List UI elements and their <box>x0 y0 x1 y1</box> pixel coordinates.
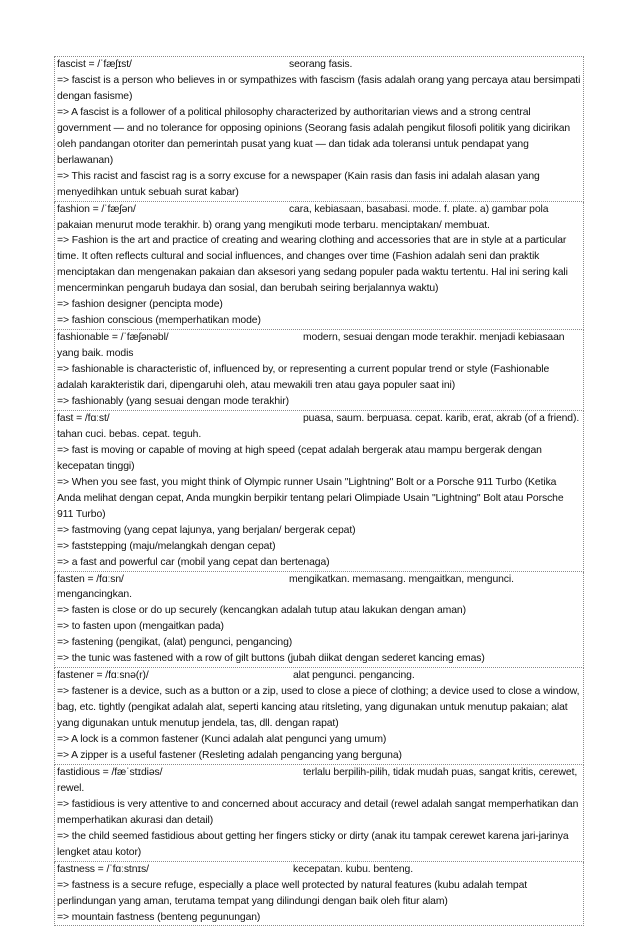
entry-example-line: => A lock is a common fastener (Kunci adalah alat pengunci yang umum) <box>57 734 387 746</box>
entry-meaning: kecepatan. kubu. benteng. <box>293 863 413 875</box>
entry-meaning: alat pengunci. pengancing. <box>293 670 415 682</box>
entry-example-line: => fascist is a person who believes in or sympathizes with fascism (fasis adalah orang yang percaya atau bersimpati dengan fasisme) <box>57 74 581 102</box>
dictionary-entry <box>54 572 584 669</box>
entry-example-line: => fasten is close or do up securely (kencangkan adalah tutup atau lakukan dengan aman) <box>57 605 466 617</box>
entry-example-line: => mountain fastness (benteng pegunungan) <box>57 911 261 923</box>
entry-meaning: seorang fasis. <box>289 59 353 70</box>
entry-term: fashionable = /ˈfæʃənəbl/ <box>57 332 169 344</box>
entry-example-line: => fashion designer (pencipta mode) <box>57 299 223 311</box>
entry-example-line: => to fasten upon (mengaitkan pada) <box>57 621 224 633</box>
entry-example-line: => This racist and fascist rag is a sorry excuse for a newspaper (Kain rasis dan fasis ini adalah alasan yang menyedihkan untuk sebuah surat kabar) <box>57 170 540 198</box>
entry-example-line: => A zipper is a useful fastener (Resleting adalah pengancing yang berguna) <box>57 749 402 761</box>
entry-headword-line <box>57 572 581 604</box>
entry-headword-line <box>57 862 581 878</box>
dictionary-entry <box>54 668 584 765</box>
entry-meaning: modern, sesuai dengan mode terakhir. menjadi kebiasaan yang baik. modis <box>57 332 565 360</box>
entry-term: fastener = /fɑːsnə(r)/ <box>57 670 149 682</box>
entry-headword-line <box>57 668 581 684</box>
entry-term: fastness = /ˈfɑːstnɪs/ <box>57 863 149 875</box>
dictionary-entry <box>54 411 584 572</box>
entry-example-line: => Fashion is the art and practice of creating and wearing clothing and accessories that are in style at a particular time. It often reflects cultural and social influences, and changes over time (Fashion adalah seni dan praktik menciptakan dan mengenakan pakaian dan aksesori yang sedang populer pada waktu tertentu. Hal ini sering kali mencerminkan pengaruh budaya dan sosial, dan berubah seiring berjalannya waktu) <box>57 235 568 295</box>
entry-term: fascist = /ˈfæʃɪst/ <box>57 59 132 70</box>
entry-term: fastidious = /fæˈstɪdiəs/ <box>57 766 163 778</box>
entry-headword-line <box>57 765 581 797</box>
entry-meaning: mengikatkan. memasang. mengaitkan, mengunci. mengancingkan. <box>57 573 514 601</box>
entry-example-line: => fastmoving (yang cepat lajunya, yang berjalan/ bergerak cepat) <box>57 524 356 536</box>
entry-example-line: => fastness is a secure refuge, especially a place well protected by natural features (kubu adalah tempat perlindungan yang aman, terutama tempat yang dilindungi dengan baik oleh fitur alam) <box>57 879 528 907</box>
entry-example-line: => the tunic was fastened with a row of gilt buttons (jubah diikat dengan sederet kancing emas) <box>57 653 485 665</box>
entry-example-line: => fastening (pengikat, (alat) pengunci, pengancing) <box>57 637 293 649</box>
entry-example-line: => When you see fast, you might think of Olympic runner Usain "Lightning" Bolt or a Porsche 911 Turbo (Ketika Anda melihat dengan cepat, Anda mungkin berpikir tentang pelari Olimpiade Usain "Lightning" Bolt atau Porsche 911 Turbo) <box>57 476 564 520</box>
entry-example-line: => fashionably (yang sesuai dengan mode terakhir) <box>57 396 289 408</box>
entry-example-line: => the child seemed fastidious about getting her fingers sticky or dirty (anak itu tampak cerewet karena jari-jarinya lengket atau kotor) <box>57 830 569 858</box>
entry-meaning: cara, kebiasaan, basabasi. mode. f. plate. a) gambar pola pakaian menurut mode terakhir. b) orang yang mengikuti mode terbaru. menciptakan/ membuat. <box>57 203 549 231</box>
entry-example-line: => faststepping (maju/melangkah dengan cepat) <box>57 540 276 552</box>
dictionary-entry <box>54 57 584 202</box>
entry-example-line: => A fascist is a follower of a political philosophy characterized by authoritarian views and a strong central government — and no tolerance for opposing opinions (Seorang fasis adalah pengikut filosofi politik yang dicirikan oleh pandangan otoriter dan pemerintah pusat yang kuat — dan tidak ada toleransi untuk pendapat yang berlawanan) <box>57 106 571 166</box>
entry-headword-line <box>57 57 581 73</box>
entry-headword-line <box>57 411 581 443</box>
entry-term: fashion = /ˈfæʃən/ <box>57 203 136 215</box>
entry-term: fast = /fɑːst/ <box>57 412 110 424</box>
entry-headword-line <box>57 202 581 234</box>
entry-meaning: terlalu berpilih-pilih, tidak mudah puas, sangat kritis, cerewet, rewel. <box>57 766 578 794</box>
entry-example-line: => a fast and powerful car (mobil yang cepat dan bertenaga) <box>57 556 330 568</box>
dictionary-entry <box>54 202 584 331</box>
entry-example-line: => fashionable is characteristic of, influenced by, or representing a current popular trend or style (Fashionable adalah karakteristik dari, dipengaruhi oleh, atau mewakili tren atau gaya populer saat ini) <box>57 364 550 392</box>
entry-example-line: => fastidious is very attentive to and concerned about accuracy and detail (rewel adalah sangat memperhatikan dan memperhatikan akurasi dan detail) <box>57 798 579 826</box>
dictionary-entry <box>54 765 584 862</box>
entry-example-line: => fashion conscious (memperhatikan mode) <box>57 315 261 327</box>
entry-term: fasten = /fɑːsn/ <box>57 573 124 585</box>
entry-headword-line <box>57 330 581 362</box>
entry-example-line: => fastener is a device, such as a button or a zip, used to close a piece of clothing; a device used to close a window, bag, etc. tightly (pengikat adalah alat, seperti kancing atau ritsleting, yang digunakan untuk menutup pakaian; alat yang digunakan untuk menutup jendela, tas, dll. dengan rapat) <box>57 686 580 730</box>
dictionary-entry <box>54 330 584 411</box>
dictionary-sheet <box>54 56 584 926</box>
dictionary-entry <box>54 862 584 926</box>
entry-meaning: puasa, saum. berpuasa. cepat. karib, erat, akrab (of a friend). tahan cuci. bebas. cepat. teguh. <box>57 412 580 440</box>
entry-example-line: => fast is moving or capable of moving at high speed (cepat adalah bergerak atau mampu bergerak dengan kecepatan tinggi) <box>57 444 542 472</box>
